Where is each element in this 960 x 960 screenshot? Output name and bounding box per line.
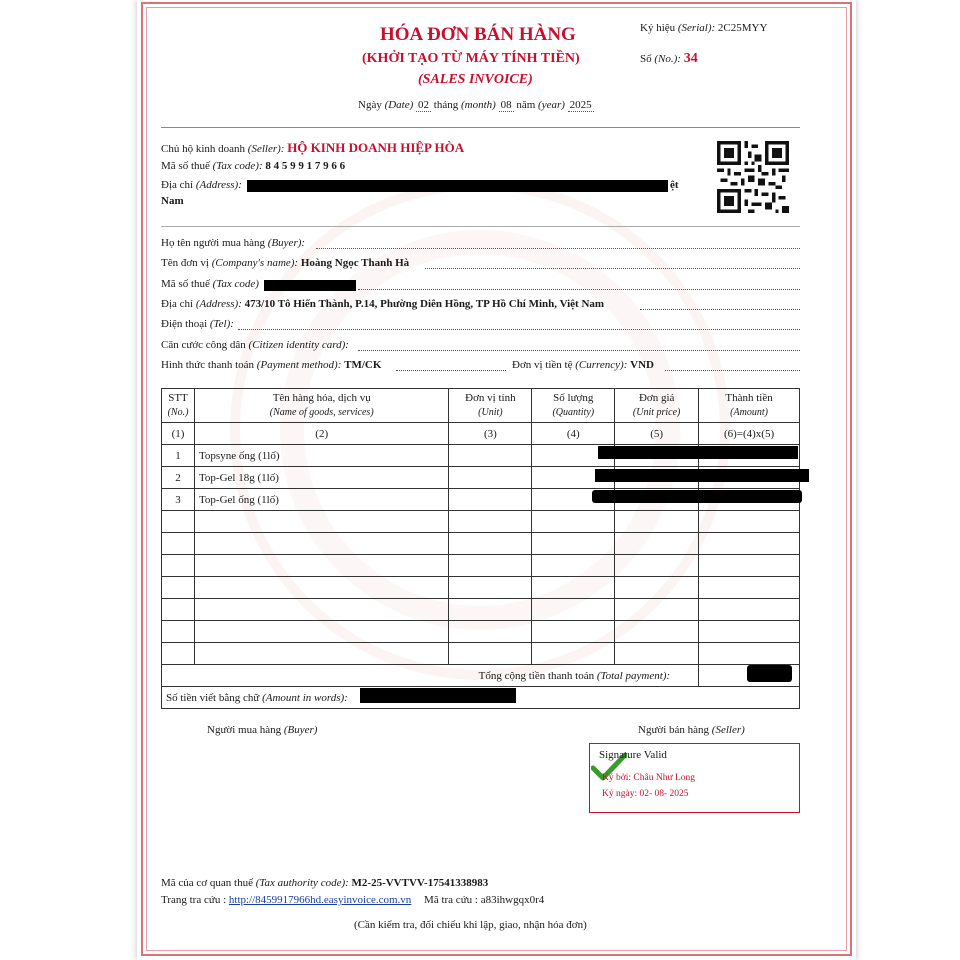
- serial-value: 2C25MYY: [717, 22, 768, 34]
- payment-label-en: (Payment method):: [256, 359, 342, 371]
- col-header-unit: Đơn vị tính (Unit): [449, 389, 532, 423]
- col-header-stt: STT (No.): [162, 389, 195, 423]
- qr-code: [717, 141, 789, 213]
- signed-by: Ký bởi: Châu Như Long: [602, 773, 696, 783]
- seller-address-label: Địa chỉ: [161, 179, 194, 191]
- seller-address-label-en: (Address):: [195, 179, 242, 191]
- empty-row: [162, 643, 800, 665]
- redaction-bar: [598, 446, 798, 459]
- col-header-unit-price: Đơn giá (Unit price): [615, 389, 699, 423]
- number-label-en: (No.):: [654, 53, 681, 65]
- buyer-tax-dots: [358, 289, 800, 290]
- authority-code-line: [161, 877, 488, 889]
- empty-row: [162, 511, 800, 533]
- empty-row: [162, 555, 800, 577]
- currency-dots: [665, 370, 800, 371]
- company-line: [161, 257, 409, 269]
- amount-words-label-en: (Amount in words):: [262, 691, 348, 704]
- footer-note: (Cần kiểm tra, đối chiếu khi lập, giao, nhận hóa đơn): [354, 919, 587, 931]
- date-line: [358, 99, 594, 111]
- invoice-subtitle: (KHỞI TẠO TỪ MÁY TÍNH TIỀN): [362, 51, 580, 66]
- seller-signature-label: Người bán hàng (Seller): [638, 724, 745, 736]
- serial-label: Ký hiệu: [640, 22, 676, 34]
- invoice-number: 34: [683, 51, 698, 66]
- lookup-code: a83ihwgqx0r4: [480, 894, 545, 906]
- company-name: Hoàng Ngọc Thanh Hà: [300, 257, 410, 269]
- row-no: 3: [162, 489, 195, 511]
- col-number: (1): [162, 423, 195, 445]
- currency-label: Đơn vị tiền tệ: [512, 359, 573, 371]
- seller-address-line: [161, 179, 242, 191]
- total-label-cell: [162, 665, 699, 687]
- date-year: 2025: [569, 99, 592, 111]
- authority-code-label: Mã của cơ quan thuế: [161, 877, 253, 889]
- phone-line: [161, 318, 234, 330]
- seller-address-line2: Nam: [161, 195, 184, 207]
- lookup-code-label: Mã tra cứu :: [424, 894, 478, 906]
- seller-name-line: [161, 140, 464, 156]
- date-month: 08: [500, 99, 512, 111]
- buyer-address-label: Địa chỉ: [161, 298, 194, 310]
- col-header-amount: Thành tiền (Amount): [699, 389, 800, 423]
- lookup-label: Trang tra cứu :: [161, 894, 227, 906]
- serial-line: [640, 22, 767, 34]
- month-label: tháng: [433, 99, 459, 111]
- buyer-label: Họ tên người mua hàng: [161, 237, 266, 249]
- empty-row: [162, 577, 800, 599]
- buyer-address-label-en: (Address):: [195, 298, 242, 310]
- company-label-en: (Company's name):: [211, 257, 299, 269]
- col-header-quantity: Số lượng (Quantity): [532, 389, 615, 423]
- date-day: 02: [418, 99, 430, 111]
- seller-name-label-en: (Seller):: [247, 143, 285, 155]
- total-row: [162, 665, 800, 687]
- currency-line: [512, 359, 654, 371]
- buyer-signature-label: Người mua hàng (Buyer): [207, 724, 318, 736]
- redaction-bar: [247, 180, 668, 192]
- payment-label: Hình thức thanh toán: [161, 359, 255, 371]
- row-item-name: Top-Gel ống (1lố): [194, 489, 448, 511]
- buyer-name-dots: [316, 248, 800, 249]
- signature-valid-text: Signature Valid: [599, 749, 667, 761]
- table-header-row: [162, 389, 800, 423]
- empty-row: [162, 599, 800, 621]
- payment-line: [161, 359, 381, 371]
- buyer-tax-label: Mã số thuế: [161, 278, 210, 290]
- seller-name: HỘ KINH DOANH HIỆP HÒA: [287, 140, 465, 155]
- seller-tax-label-en: (Tax code):: [212, 160, 263, 172]
- invoice-title: HÓA ĐƠN BÁN HÀNG: [380, 24, 576, 45]
- buyer-tax-label-en: (Tax code): [212, 278, 259, 290]
- empty-row: [162, 621, 800, 643]
- table-number-row: [162, 423, 800, 445]
- seller-name-label: Chủ hộ kinh doanh: [161, 143, 246, 155]
- col-number: (3): [449, 423, 532, 445]
- row-no: 1: [162, 445, 195, 467]
- company-dots: [425, 268, 800, 269]
- col-number: (5): [615, 423, 699, 445]
- id-card-label-en: (Citizen identity card):: [248, 339, 349, 351]
- currency-value: VND: [630, 359, 654, 371]
- redaction-bar: [747, 665, 792, 682]
- total-label: Tổng cộng tiền thanh toán: [478, 669, 595, 682]
- currency-label-en: (Currency):: [575, 359, 628, 371]
- payment-dots: [396, 370, 506, 371]
- buyer-address-line: [161, 298, 604, 310]
- seller-address-end: ệt: [670, 179, 679, 191]
- buyer-name-line: [161, 237, 305, 249]
- phone-label: Điện thoại: [161, 318, 208, 330]
- lookup-link[interactable]: http://8459917966hd.easyinvoice.com.vn: [228, 894, 412, 906]
- amount-words-label: Số tiền viết bằng chữ: [166, 691, 260, 704]
- company-label: Tên đơn vị: [161, 257, 209, 269]
- date-label: Ngày: [358, 99, 382, 111]
- invoice-subtitle-en: (SALES INVOICE): [418, 72, 533, 87]
- id-card-dots: [358, 350, 800, 351]
- seller-tax-code: 8 4 5 9 9 1 7 9 6 6: [265, 160, 346, 172]
- phone-label-en: (Tel):: [209, 318, 234, 330]
- seller-tax-label: Mã số thuế: [161, 160, 210, 172]
- col-number: (2): [194, 423, 448, 445]
- id-card-label: Căn cước công dân: [161, 339, 246, 351]
- row-item-name: Top-Gel 18g (1lố): [194, 467, 448, 489]
- id-card-line: [161, 339, 349, 351]
- items-table: [161, 388, 800, 709]
- col-number: (4): [532, 423, 615, 445]
- buyer-label-en: (Buyer):: [267, 237, 306, 249]
- redaction-bar: [264, 280, 356, 291]
- number-label: Số: [640, 53, 652, 65]
- empty-row: [162, 533, 800, 555]
- phone-dots: [238, 329, 800, 330]
- buyer-tax-line: [161, 278, 259, 290]
- col-number: (6)=(4)x(5): [699, 423, 800, 445]
- serial-label-en: (Serial):: [677, 22, 716, 34]
- buyer-address: 473/10 Tô Hiến Thành, P.14, Phường Diên Hồng, TP Hồ Chí Minh, Việt Nam: [244, 298, 605, 310]
- year-label-en: (year): [538, 99, 565, 111]
- authority-code: M2-25-VVTVV-17541338983: [351, 877, 489, 889]
- redaction-bar: [592, 490, 802, 503]
- seller-tax-line: [161, 160, 345, 172]
- buyer-address-dots: [640, 309, 800, 310]
- redaction-bar: [595, 469, 809, 482]
- divider: [161, 226, 800, 227]
- month-label-en: (month): [461, 99, 496, 111]
- row-item-name: Topsyne ống (1lố): [194, 445, 448, 467]
- row-no: 2: [162, 467, 195, 489]
- col-header-name: Tên hàng hóa, dịch vụ (Name of goods, services): [194, 389, 448, 423]
- lookup-line: [161, 894, 544, 906]
- year-label: năm: [516, 99, 536, 111]
- payment-method: TM/CK: [344, 359, 382, 371]
- signed-date: Ký ngày: 02- 08- 2025: [602, 789, 689, 799]
- total-label-en: (Total payment):: [596, 669, 671, 682]
- authority-code-label-en: (Tax authority code):: [255, 877, 349, 889]
- redaction-bar: [360, 688, 516, 703]
- number-line: [640, 51, 698, 67]
- date-label-en: (Date): [384, 99, 414, 111]
- divider: [161, 127, 800, 128]
